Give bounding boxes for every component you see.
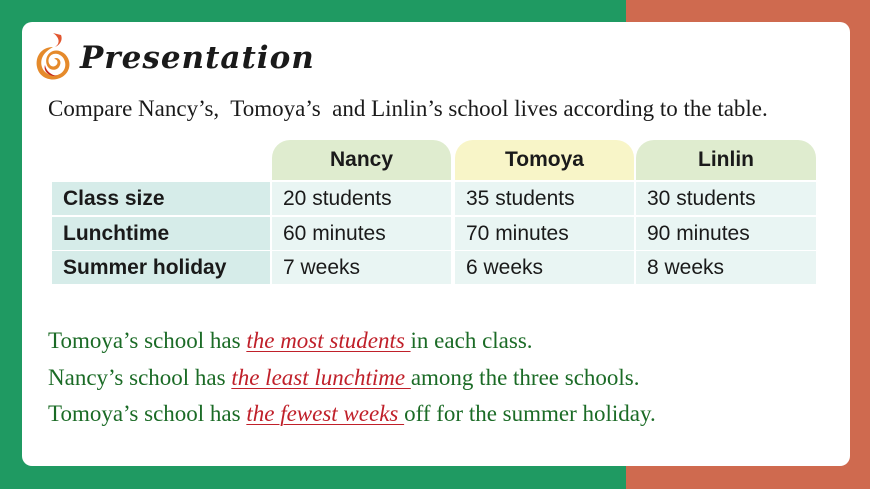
swirl-logo-icon [33, 31, 73, 83]
header-nancy: Nancy [272, 140, 451, 180]
table-cell: 20 students [272, 182, 451, 215]
comparison-table [52, 140, 816, 286]
table-cell: 90 minutes [636, 217, 816, 250]
intro-instruction: Compare Nancy’s, Tomoya’s and Linlin’s school lives according to the table. [48, 96, 768, 121]
table-row-class-size [52, 182, 816, 215]
answer-blank: the most students [246, 328, 411, 353]
header-linlin: Linlin [636, 140, 816, 180]
table-cell: 70 minutes [455, 217, 634, 250]
answer-sentence [48, 328, 533, 354]
sentence-text: among the three schools. [410, 365, 640, 390]
row-label: Class size [52, 182, 270, 215]
header-tomoya: Tomoya [455, 140, 634, 180]
answer-blank: the least lunchtime [231, 365, 411, 390]
answer-sentence [48, 401, 656, 427]
sentence-text: Tomoya’s school has [48, 401, 247, 426]
answer-blank: the fewest weeks [246, 401, 405, 426]
table-cell: 6 weeks [455, 251, 634, 284]
table-cell: 7 weeks [272, 251, 451, 284]
table-cell: 8 weeks [636, 251, 816, 284]
sentence-text: Tomoya’s school has [48, 328, 247, 353]
table-cell: 35 students [455, 182, 634, 215]
table-cell: 30 students [636, 182, 816, 215]
sentence-text: Nancy’s school has [48, 365, 232, 390]
table-row-summer-holiday [52, 251, 816, 284]
sentence-text: in each class. [410, 328, 533, 353]
row-label: Summer holiday [52, 251, 270, 284]
table-row-lunchtime [52, 217, 816, 250]
answer-sentence [48, 365, 640, 391]
slide-title: Presentation [80, 40, 315, 76]
row-label: Lunchtime [52, 217, 270, 250]
sentence-text: off for the summer holiday. [404, 401, 656, 426]
table-cell: 60 minutes [272, 217, 451, 250]
